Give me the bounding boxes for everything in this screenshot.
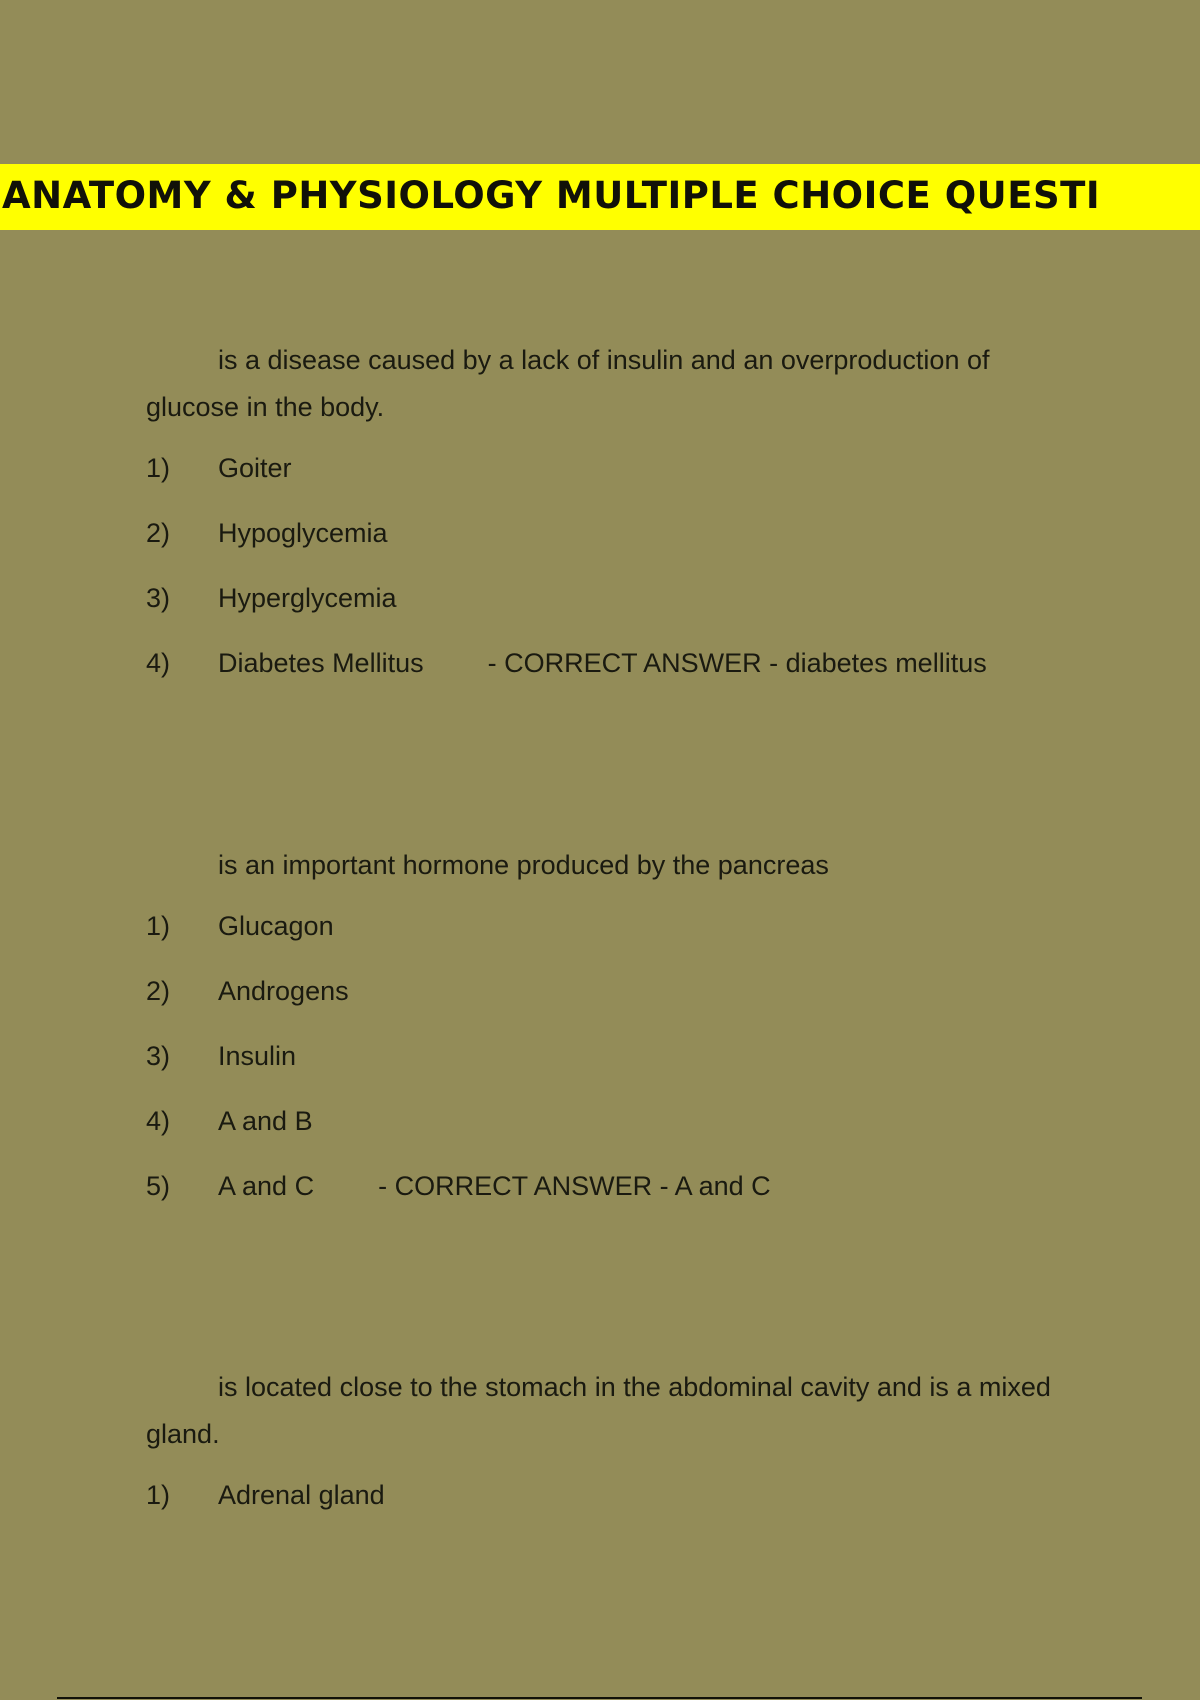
option-number: 3): [146, 1041, 171, 1071]
document-title: ANATOMY & PHYSIOLOGY MULTIPLE CHOICE QUESTI: [2, 174, 1101, 217]
title-banner: [0, 164, 1200, 230]
option-item: [146, 1024, 1066, 1089]
question-1: [146, 337, 1066, 696]
page-footer-rule: [57, 1697, 1142, 1699]
option-number: 3): [146, 583, 171, 613]
option-label: Insulin: [218, 1041, 297, 1071]
option-list: [146, 436, 1066, 696]
question-2: [146, 842, 1066, 1219]
option-item: [146, 1154, 1066, 1219]
option-text: [218, 1024, 296, 1089]
option-item: [146, 894, 1066, 959]
option-number: 1): [146, 1480, 171, 1510]
correct-answer-note: - CORRECT ANSWER - diabetes mellitus: [487, 648, 987, 678]
option-label: Glucagon: [218, 911, 334, 941]
option-list: [146, 894, 1066, 1219]
question-stem: is a disease caused by a lack of insulin and an overproduction of glucose in the body.: [146, 345, 990, 422]
option-label: Androgens: [218, 976, 349, 1006]
option-label: Diabetes Mellitus: [218, 648, 424, 678]
option-item: [146, 436, 1066, 501]
option-text: [218, 1089, 313, 1154]
option-text: [218, 436, 292, 501]
option-text: [218, 501, 388, 566]
option-item: [146, 959, 1066, 1024]
option-text: [218, 959, 349, 1024]
option-number: 1): [146, 911, 171, 941]
option-text: [218, 566, 397, 631]
correct-answer-note: - CORRECT ANSWER - A and C: [378, 1171, 771, 1201]
option-item: [146, 631, 1066, 696]
option-text: [218, 631, 987, 696]
option-list: [146, 1463, 1066, 1528]
option-number: 2): [146, 518, 171, 548]
option-item: [146, 1463, 1066, 1528]
question-stem: is located close to the stomach in the abdominal cavity and is a mixed gland.: [146, 1372, 1051, 1449]
option-number: 5): [146, 1171, 171, 1201]
option-number: 2): [146, 976, 171, 1006]
option-item: [146, 1089, 1066, 1154]
option-label: A and C: [218, 1171, 315, 1201]
option-text: [218, 894, 334, 959]
option-label: Adrenal gland: [218, 1480, 385, 1510]
option-label: Hypoglycemia: [218, 518, 388, 548]
option-text: [218, 1463, 385, 1528]
option-number: 1): [146, 453, 171, 483]
question-3: [146, 1364, 1066, 1528]
option-item: [146, 566, 1066, 631]
option-label: Hyperglycemia: [218, 583, 397, 613]
option-label: A and B: [218, 1106, 313, 1136]
option-number: 4): [146, 648, 171, 678]
question-stem: is an important hormone produced by the pancreas: [218, 850, 829, 880]
option-text: [218, 1154, 771, 1219]
option-label: Goiter: [218, 453, 292, 483]
option-number: 4): [146, 1106, 171, 1136]
option-item: [146, 501, 1066, 566]
